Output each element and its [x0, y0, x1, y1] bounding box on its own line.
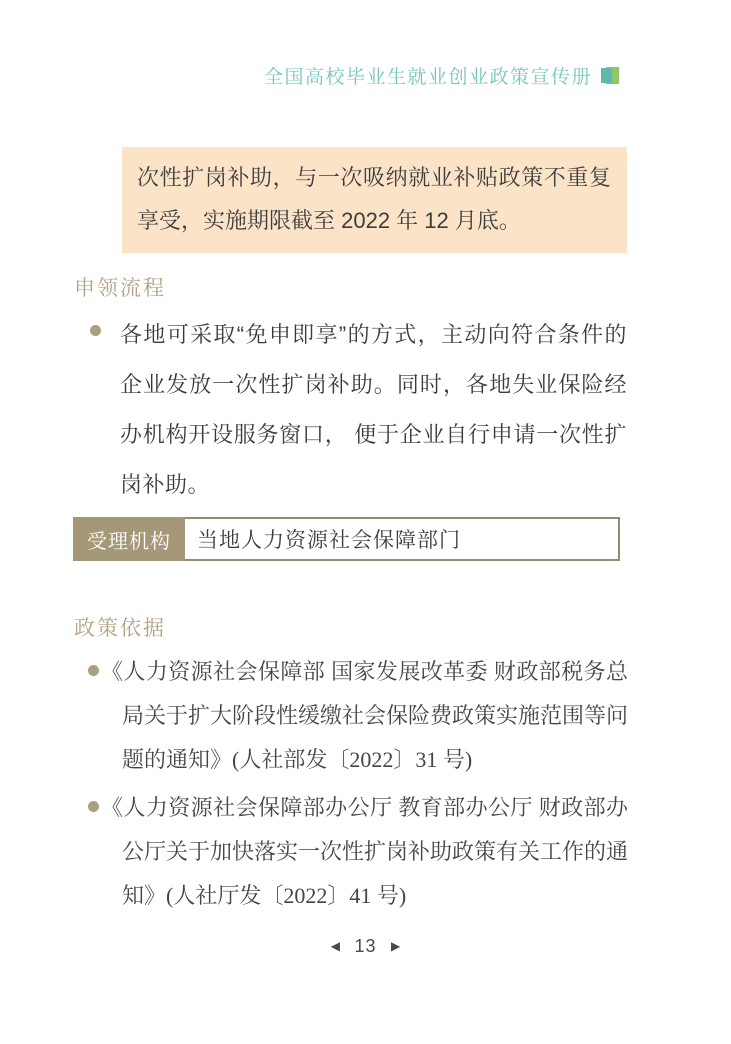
footer-pager	[0, 936, 731, 957]
acceptance-agency-label: 受理机构	[73, 517, 185, 561]
bullet-dot-icon	[88, 665, 99, 676]
policy-reference-item	[88, 650, 628, 782]
policy-reference-list	[88, 650, 628, 922]
highlight-note-box: 次性扩岗补助，与一次吸纳就业补贴政策不重复享受，实施期限截至 2022 年 12 月底。	[122, 147, 627, 253]
brand-mark-icon	[601, 67, 619, 84]
policy-reference-item	[88, 786, 628, 918]
acceptance-agency-row	[73, 517, 620, 561]
process-bullet-item	[90, 310, 627, 510]
brand-mark-teal-square	[601, 68, 612, 83]
booklet-title: 全国高校毕业生就业创业政策宣传册	[263, 67, 592, 88]
policy-reference-text: 《人力资源社会保障部 国家发展改革委 财政部税务总局关于扩大阶段性缓缴社会保险费政策实施范围等问题的通知》(人社部发〔2022〕31 号)	[101, 659, 629, 772]
bullet-dot-icon	[88, 801, 99, 812]
acceptance-agency-value: 当地人力资源社会保障部门	[185, 517, 620, 561]
next-page-icon: ▶	[390, 939, 401, 953]
page-header	[264, 62, 619, 89]
section-heading-policy-basis: 政策依据	[74, 617, 166, 640]
section-heading-application-process: 申领流程	[74, 277, 166, 300]
bullet-dot-icon	[90, 325, 101, 336]
previous-page-icon: ◀	[330, 939, 341, 953]
page-number: 13	[354, 936, 377, 956]
process-bullet-text: 各地可采取“免申即享”的方式，主动向符合条件的企业发放一次性扩岗补助。同时，各地失业保险经办机构开设服务窗口， 便于企业自行申请一次性扩岗补助。	[120, 322, 627, 497]
policy-reference-text: 《人力资源社会保障部办公厅 教育部办公厅 财政部办公厅关于加快落实一次性扩岗补助政策有关工作的通知》(人社厅发〔2022〕41 号)	[101, 795, 629, 908]
